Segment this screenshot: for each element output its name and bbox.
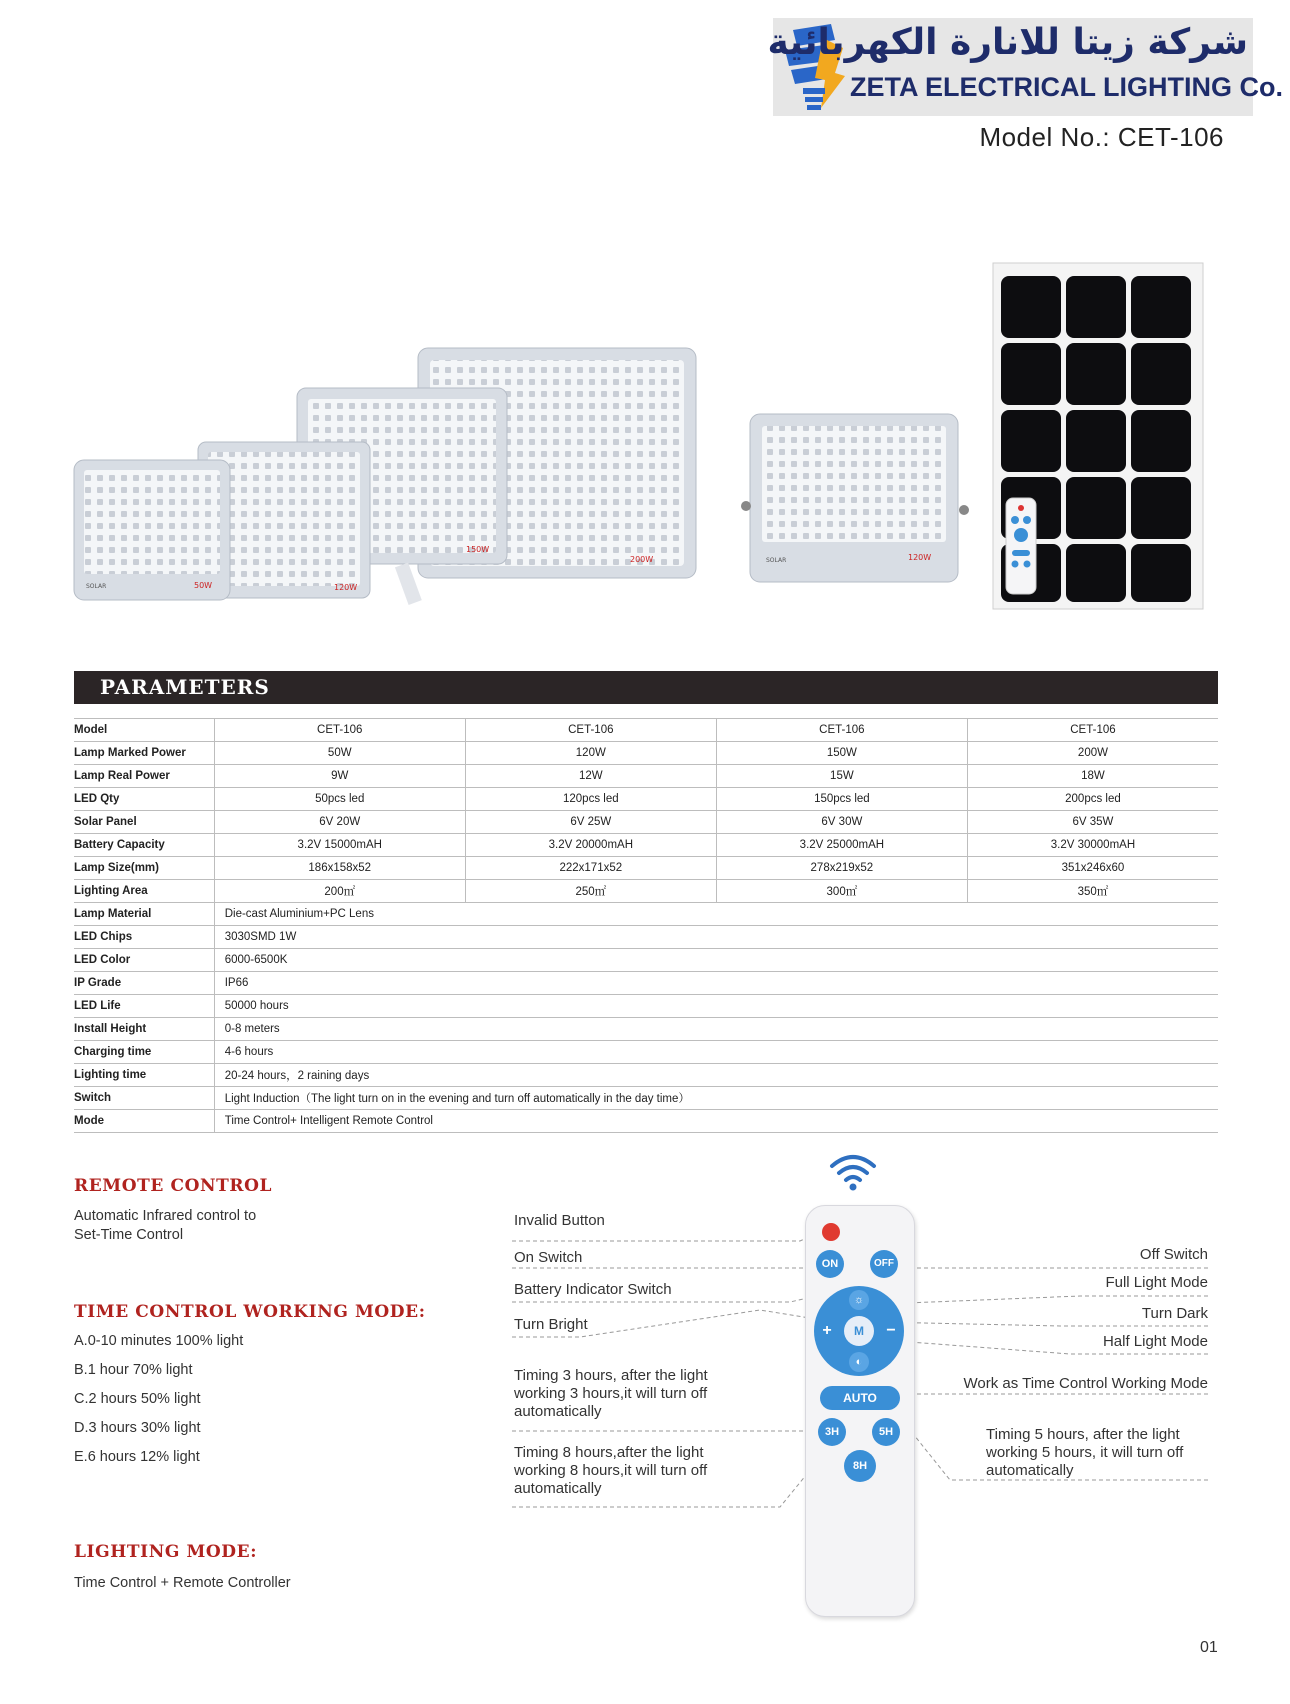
cell: 0-8 meters <box>214 1018 1218 1041</box>
cell: 278x219x52 <box>716 857 967 880</box>
label-full-light: Full Light Mode <box>1105 1274 1208 1291</box>
cell: 120W <box>465 742 716 765</box>
lamp-150w-label: 150W <box>466 545 490 554</box>
cell: 250㎡ <box>465 880 716 903</box>
list-item: E.6 hours 12% light <box>74 1449 200 1465</box>
cell: 50W <box>214 742 465 765</box>
on-button[interactable]: ON <box>816 1250 844 1278</box>
cell: CET-106 <box>967 719 1218 742</box>
half-light-button[interactable]: ◐ <box>849 1352 869 1372</box>
cell: 6V 35W <box>967 811 1218 834</box>
row-label: LED Chips <box>74 926 214 949</box>
auto-button[interactable]: AUTO <box>820 1386 900 1410</box>
cell: 3.2V 15000mAH <box>214 834 465 857</box>
cell: 120pcs led <box>465 788 716 811</box>
cell: 15W <box>716 765 967 788</box>
cell: CET-106 <box>214 719 465 742</box>
cell: 6V 20W <box>214 811 465 834</box>
solar-badge: SOLAR <box>86 583 107 590</box>
direction-pad <box>814 1286 904 1376</box>
label-turn-bright: Turn Bright <box>514 1316 588 1333</box>
cell: 20-24 hours，2 raining days <box>214 1064 1218 1087</box>
timing8-line1: Timing 8 hours,after the light <box>514 1444 704 1461</box>
timing5-line2: working 5 hours, it will turn off <box>986 1444 1184 1461</box>
cell: 200㎡ <box>214 880 465 903</box>
cell: Die-cast Aluminium+PC Lens <box>214 903 1218 926</box>
list-item: B.1 hour 70% light <box>74 1362 193 1378</box>
cell: 350㎡ <box>967 880 1218 903</box>
row-label: Model <box>74 719 214 742</box>
page-number: 01 <box>1200 1639 1218 1656</box>
cell: 3030SMD 1W <box>214 926 1218 949</box>
timing5-line3: automatically <box>986 1462 1074 1479</box>
cell: 6V 25W <box>465 811 716 834</box>
row-label: LED Qty <box>74 788 214 811</box>
cell: CET-106 <box>716 719 967 742</box>
list-item: A.0-10 minutes 100% light <box>74 1333 244 1349</box>
cell: 50000 hours <box>214 995 1218 1018</box>
row-label: Solar Panel <box>74 811 214 834</box>
cell: 222x171x52 <box>465 857 716 880</box>
remote-desc-line2: Set-Time Control <box>74 1227 184 1243</box>
row-label: Lamp Material <box>74 903 214 926</box>
row-label: Lighting Area <box>74 880 214 903</box>
timer-5h-button[interactable]: 5H <box>872 1418 900 1446</box>
list-item: C.2 hours 50% light <box>74 1391 201 1407</box>
label-timing-3h <box>514 1367 708 1421</box>
label-invalid-button: Invalid Button <box>514 1212 605 1229</box>
cell: 4-6 hours <box>214 1041 1218 1064</box>
cell: Light Induction（The light turn on in the evening and turn off automatically in the day time） <box>214 1087 1218 1110</box>
row-label: LED Color <box>74 949 214 972</box>
label-on-switch: On Switch <box>514 1249 583 1266</box>
single-solar-badge: SOLAR <box>766 557 787 564</box>
wifi-signal-icon <box>828 1150 878 1192</box>
label-work-time-control: Work as Time Control Working Mode <box>963 1375 1208 1392</box>
remote-control-title: REMOTE CONTROL <box>74 1176 273 1196</box>
cell: 200W <box>967 742 1218 765</box>
timing3-line1: Timing 3 hours, after the light <box>514 1367 708 1384</box>
cell: 3.2V 25000mAH <box>716 834 967 857</box>
cell: 6V 30W <box>716 811 967 834</box>
cell: 50pcs led <box>214 788 465 811</box>
cell: 200pcs led <box>967 788 1218 811</box>
lamp-200w-label: 200W <box>630 555 654 564</box>
cell: 150pcs led <box>716 788 967 811</box>
company-name-arabic: شركة زيتا للانارة الكهربائية <box>767 22 1248 63</box>
cell: Time Control+ Intelligent Remote Control <box>214 1110 1218 1133</box>
cell: 18W <box>967 765 1218 788</box>
cell: 12W <box>465 765 716 788</box>
label-timing-8h <box>514 1444 707 1498</box>
cell: CET-106 <box>465 719 716 742</box>
cell: 9W <box>214 765 465 788</box>
row-label: IP Grade <box>74 972 214 995</box>
list-item: D.3 hours 30% light <box>74 1420 201 1436</box>
timing8-line2: working 8 hours,it will turn off <box>514 1462 708 1479</box>
lamp-120w-label: 120W <box>334 583 358 592</box>
turn-dark-button[interactable]: − <box>886 1322 896 1339</box>
cell: 300㎡ <box>716 880 967 903</box>
remote-controller <box>805 1205 915 1617</box>
timer-8h-button[interactable]: 8H <box>844 1450 876 1482</box>
parameters-title: PARAMETERS <box>100 675 270 699</box>
row-label: Lamp Marked Power <box>74 742 214 765</box>
row-label: Lamp Real Power <box>74 765 214 788</box>
time-control-title: TIME CONTROL WORKING MODE: <box>74 1302 426 1322</box>
single-lamp-label: 120W <box>908 553 932 562</box>
cell: 351x246x60 <box>967 857 1218 880</box>
row-label: Lighting time <box>74 1064 214 1087</box>
cell: IP66 <box>214 972 1218 995</box>
row-label: Install Height <box>74 1018 214 1041</box>
timing3-line2: working 3 hours,it will turn off <box>514 1385 708 1402</box>
cell: 6000-6500K <box>214 949 1218 972</box>
off-button[interactable]: OFF <box>870 1250 898 1278</box>
timing3-line3: automatically <box>514 1403 602 1420</box>
timing5-line1: Timing 5 hours, after the light <box>986 1426 1180 1443</box>
label-battery-indicator: Battery Indicator Switch <box>514 1281 672 1298</box>
timer-3h-button[interactable]: 3H <box>818 1418 846 1446</box>
row-label: Switch <box>74 1087 214 1110</box>
cell: 3.2V 30000mAH <box>967 834 1218 857</box>
row-label: LED Life <box>74 995 214 1018</box>
row-label: Battery Capacity <box>74 834 214 857</box>
cell: 150W <box>716 742 967 765</box>
invalid-button[interactable] <box>822 1223 840 1241</box>
label-half-light: Half Light Mode <box>1102 1333 1208 1350</box>
turn-bright-button[interactable]: + <box>822 1322 832 1339</box>
model-number: Model No.: CET-106 <box>979 122 1224 152</box>
lamp-50w-label: 50W <box>194 581 213 590</box>
row-label: Lamp Size(mm) <box>74 857 214 880</box>
row-label: Mode <box>74 1110 214 1133</box>
timing8-line3: automatically <box>514 1480 602 1497</box>
remote-desc-line1: Automatic Infrared control to <box>74 1208 257 1224</box>
lighting-mode-text: Time Control + Remote Controller <box>74 1575 291 1591</box>
cell: 186x158x52 <box>214 857 465 880</box>
mode-button[interactable]: M <box>844 1316 874 1346</box>
lighting-mode-title: LIGHTING MODE: <box>74 1542 258 1562</box>
label-timing-5h <box>986 1426 1183 1480</box>
battery-indicator-button[interactable]: ☼ <box>849 1290 869 1310</box>
cell: 3.2V 20000mAH <box>465 834 716 857</box>
label-turn-dark: Turn Dark <box>1141 1305 1208 1322</box>
row-label: Charging time <box>74 1041 214 1064</box>
label-off-switch: Off Switch <box>1139 1246 1208 1263</box>
company-name-english: ZETA ELECTRICAL LIGHTING Co. <box>850 72 1283 102</box>
